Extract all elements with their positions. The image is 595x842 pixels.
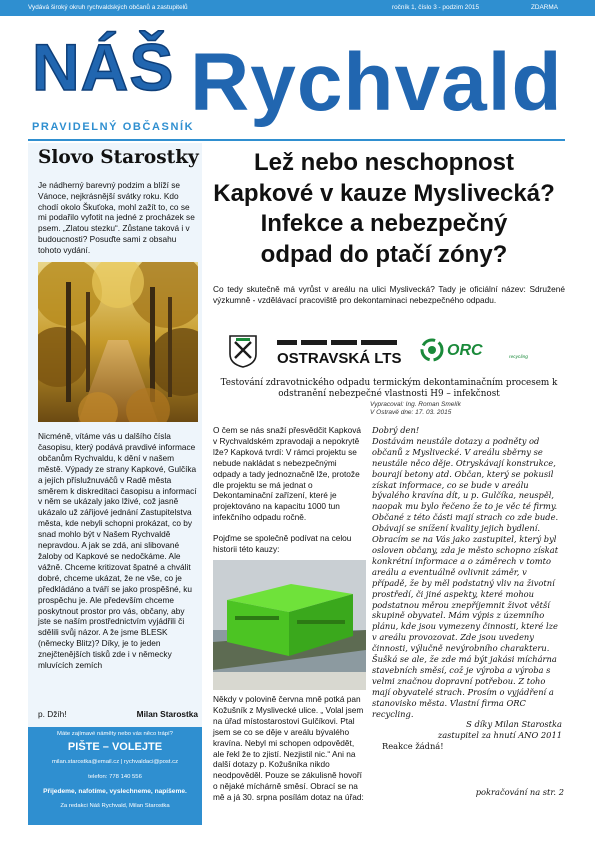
document-caption: Testování zdravotnického odpadu termickým dekontaminačním procesem k odstranění nebezpečné vlastnosti H9 – infekčnost bbox=[220, 378, 558, 400]
sidebar-body: Nicméně, vítáme vás u dalšího čísla časopisu, který podává pravdivé informace občanům Rychvaldu, k dění v našem městě. Výpady ze strany Kapkové, Gulčíka a jejích příslužnuváčů v Radě města směrem k diskreditaci časopisu a informací v něm se ukázaly jako lživé, což jasně ukázalo už zářijové jednání Zastupitelstva města, kde nebyli schopni prokázat, co by snad mohlo být v Našem Rychvaldě nepravdou. A jak se zdá, ani slibované žaloby od Kapkové se nedočkáme. Ale vážně. Chceme kritizovat špatné a chválit dobré, chceme ukázat, že ne vše, co je předkládáno a tváří se jako prospěšné, ku prospěchu je. Ale především chceme poskytnout prostor pro vás, občany, aby jste se naším prostřednictvím vyjádřili či sdělili svůj názor. A že jsme BLESK (německy Blitz)? Díky, je to jeden znejčtenějších tisků zde i v německy mluvících zemích bbox=[38, 431, 197, 671]
orc-logo-sub: recycling bbox=[509, 355, 528, 360]
contact-editorial: Za redakci Náš Rychvald, Milan Starostka bbox=[60, 803, 170, 809]
sidebar-signature-row bbox=[38, 709, 198, 720]
document-credit bbox=[370, 401, 461, 417]
article-col1-para1: O čem se nás snaží přesvědčit Kapková v Rychvaldském zpravodaji a nepokrytě lže? Kapková tvrdí: V rámci projektu se nebude nakládat s nebezpečnými odpady a tady jednoznačně lže, protože dle projektu se má jednat o Dekontaminační zařízení, které je projektováno na kapacitu 1000 tun infekčního odpadu ročně. bbox=[213, 425, 362, 523]
credit-author: Vypracoval: Ing. Roman Smelík bbox=[370, 401, 461, 408]
top-info-bar bbox=[0, 0, 595, 16]
sidebar-intro: Je nádherný barevný podzim a blíží se Vánoce, nejkrásnější svátky roku. Kdo chodí okolo Škuťoka, mohl zažít to, co se mi podařilo vyfotit na jedné z procházek se psem. „Zlatou stezku“. Zůstane taková i v budoucnosti? Posuďte sami z obsahu tohoto vydání. bbox=[38, 180, 195, 255]
letter-sign-role: zastupitel za hnutí ANO 2011 bbox=[437, 730, 562, 741]
ostravska-lts-logo: OSTRAVSKÁ LTS bbox=[277, 350, 402, 367]
headline-line: Lež nebo neschopnost bbox=[253, 149, 514, 176]
article-headline bbox=[203, 148, 565, 270]
letter-greeting: Dobrý den! bbox=[372, 425, 420, 435]
partner-logos bbox=[212, 330, 564, 370]
letter-reply-status: Reakce žádná! bbox=[382, 741, 444, 752]
contact-headline: PIŠTE – VOLEJTE bbox=[67, 741, 163, 753]
contact-prompt: Máte zajímavé náměty nebo vás něco trápí? bbox=[57, 731, 173, 737]
letter-body: Dostávám neustále dotazy a podněty od občanů z Myslivecké. V areálu sběrny se neustále něco děje. Otryskávají konstrukce, bourají betony atd. Občan, který se pokusil získat informace, co se bude v areálu bývalého kravína dít, u p. Gulčíka, neuspěl, naopak mu bylo řečeno že to je věc té firmy. Občané z této části mají strach co zde bude. Obávají se snížení kvality jejich bydlení. Obracím se na Vás jako zastupitel, který byl osloven občany, zda je město schopno získat konkrétní informace a o záměrech v tomto areálu a eventuálně ovlivnit záměr, v případě, že by měl podstatný vliv na životní prostředí, či jiné aspekty, které mohou podstatnou měrou znepříjemnit život větší skupině obyvatel. Mám výpis z územního plánu, kde jsou vymezeny činnosti, které lze v areálu provozovat. Zde jsou uvedeny činnosti, výlučně nevýrobního charakteru. Šušká se ale, že zde má být jakási míchárna stavebních směsí, což je výroba a výroba s velmi značnou dopravní potřebou. Z toho mají obyvatelé strach. Prosím o vyjádření a stanovisko města. Vlastní firma ORC recycling. bbox=[372, 435, 559, 719]
tagline: Vydává široký okruh rychvaldských občanů a zastupitelů bbox=[28, 4, 188, 11]
mine-emblem-icon bbox=[226, 332, 260, 368]
building-render-image bbox=[213, 560, 366, 690]
brand-subtitle: PRAVIDELNÝ OBČASNÍK bbox=[32, 121, 195, 133]
article-lead: Co tedy skutečně má vyrůst v areálu na ulici Myslivecká? Tady je oficiální název: Sdružené výzkumně - vzdělávací pracoviště pro dekontaminaci nebezpečného odpadu. bbox=[213, 284, 565, 306]
article-col2 bbox=[372, 425, 564, 752]
contact-box bbox=[28, 727, 202, 825]
credit-date: V Ostravě dne: 17. 03. 2015 bbox=[370, 409, 452, 417]
masthead-rule bbox=[28, 139, 565, 141]
lts-logo-bar bbox=[277, 340, 397, 345]
continued-link[interactable]: pokračování na str. 2 bbox=[475, 787, 564, 797]
brand-rychvald: Rychvald bbox=[190, 37, 563, 128]
article-col1-para3: Někdy v polovině června mně potká pan Kožušník z Myslivecké ulice. „ Volal jsem na úřad místostarostovi Gulčíkovi. Ptal jsem se co se děje v areálu bývalého kravína. Nebyl mi schopen odpovědět, ale řekl že to zjistí. Nezjistil nic.“ Ani na další dotazy p. Kožušníka nikdo neodpověděl. Pouze se zákulisně hovoří o nějaké míchárně směsí. Obrací se na mě a já 30. srpna posílám dotaz na úřad: bbox=[213, 694, 364, 803]
headline-line: odpad do ptačí zóny? bbox=[260, 240, 508, 268]
sidebar-signature: Milan Starostka bbox=[136, 709, 198, 719]
contact-slogan: Přijedeme, nafotíme, vyslechneme, napíšeme. bbox=[43, 788, 187, 795]
autumn-path-photo bbox=[38, 262, 198, 422]
sidebar-closing: p. Džíh! bbox=[38, 709, 67, 719]
brand-nas: NÁŠ bbox=[32, 30, 175, 104]
recycling-icon bbox=[420, 338, 444, 362]
letter-sign-name: S díky Milan Starostka bbox=[466, 719, 562, 730]
price-label: ZDARMA bbox=[531, 4, 558, 11]
issue-info: ročník 1, číslo 3 - podzim 2015 bbox=[392, 4, 480, 11]
contact-email[interactable]: milan.starostka@email.cz | rychvaldaci@post.cz bbox=[51, 759, 179, 765]
orc-logo: ORC bbox=[447, 342, 483, 359]
headline-line: Kapkové v kauze Myslivecká? bbox=[213, 179, 555, 207]
sidebar-title: Slovo Starostky bbox=[38, 147, 199, 168]
contact-phone: telefon: 778 140 556 bbox=[88, 774, 142, 780]
article-col1-para2: Pojďme se společně podívat na celou historii této kauzy: bbox=[213, 533, 352, 554]
headline-line: Infekce a nebezpečný bbox=[260, 210, 508, 237]
